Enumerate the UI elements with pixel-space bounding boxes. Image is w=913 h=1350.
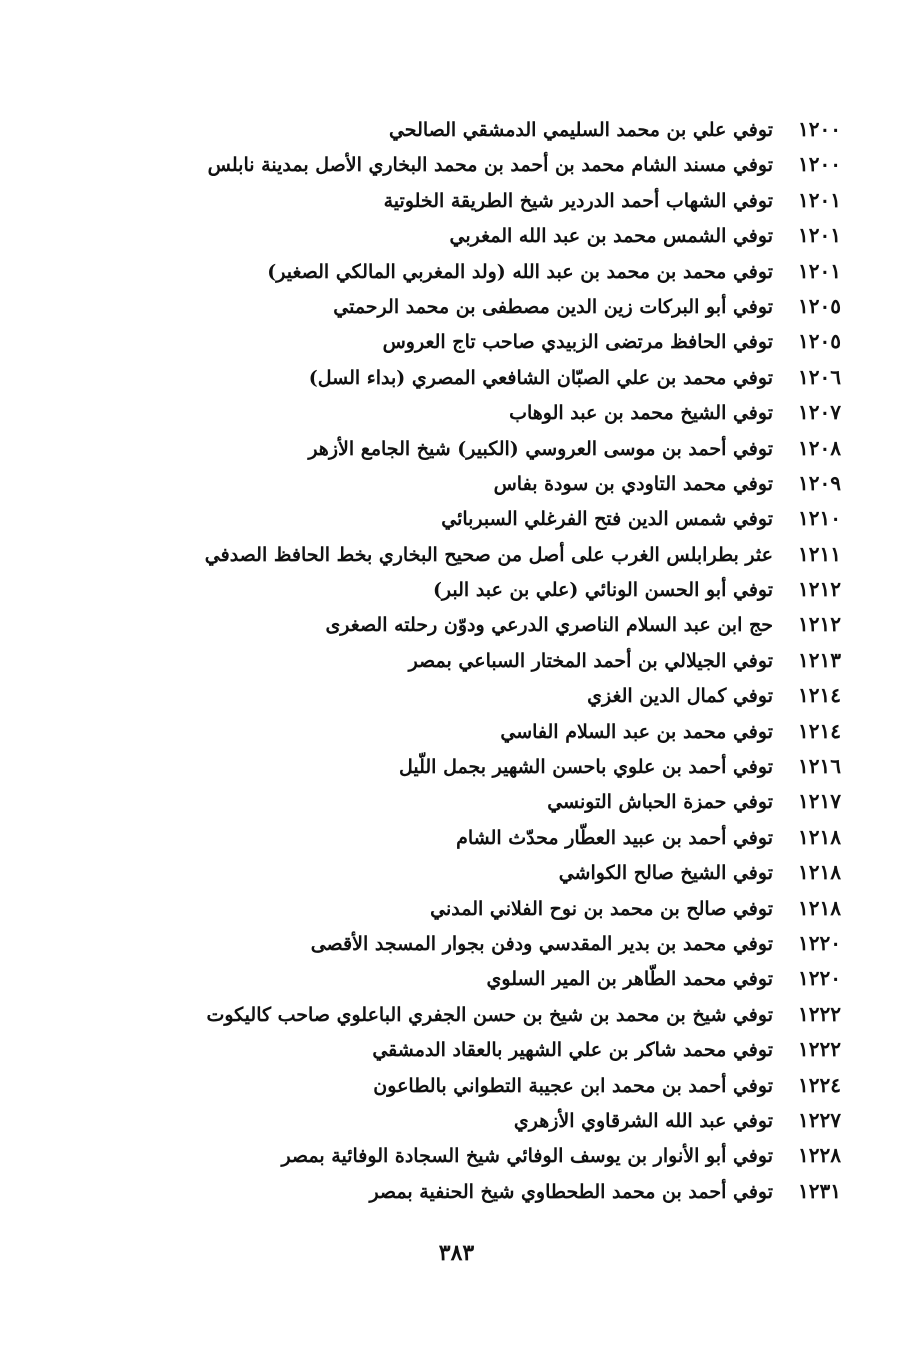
chronology-entry: [61, 572, 841, 607]
entry-text: حج ابن عبد السلام الناصري الدرعي ودوّن رحلته الصغرى: [325, 614, 773, 637]
entry-year: ١٢١٢: [798, 577, 841, 602]
entry-year: ١٢٠٨: [798, 435, 841, 460]
chronology-entry: [61, 714, 841, 749]
entry-text: توفي محمد شاكر بن علي الشهير بالعقاد الدمشقي: [372, 1039, 773, 1062]
chronology-entry: [61, 395, 841, 430]
chronology-entry: [61, 784, 841, 819]
entry-year: ١٢٠١: [798, 223, 841, 248]
entry-year: ١٢٠٥: [798, 329, 841, 354]
entry-text: توفي الشهاب أحمد الدردير شيخ الطريقة الخلوتية: [383, 189, 773, 212]
entry-text: توفي أحمد بن موسى العروسي (الكبير) شيخ الجامع الأزهر: [308, 437, 773, 460]
chronology-entry: [61, 183, 841, 218]
entry-year: ١٢٢٠: [798, 930, 841, 955]
chronology-entry: [61, 1103, 841, 1138]
entry-year: ١٢٠١: [798, 187, 841, 212]
entry-year: ١٢٠٧: [798, 400, 841, 425]
entry-text: توفي محمد الطّاهر بن المير السلوي: [486, 968, 773, 991]
chronology-entry: [61, 643, 841, 678]
entry-year: ١٢١٧: [798, 789, 841, 814]
entry-text: توفي محمد بن محمد بن عبد الله (ولد المغربي المالكي الصغير): [267, 260, 773, 283]
entry-text: توفي أحمد بن محمد الطحطاوي شيخ الحنفية بمصر: [369, 1180, 773, 1203]
entry-text: توفي محمد بن علي الصبّان الشافعي المصري (بداء السل): [308, 366, 773, 389]
entry-year: ١٢٠٦: [798, 364, 841, 389]
chronology-entry: [61, 891, 841, 926]
entry-text: توفي محمد بن عبد السلام الفاسي: [500, 720, 773, 743]
entry-year: ١٢٠٩: [798, 470, 841, 495]
chronology-list: [61, 112, 841, 1209]
chronology-entry: [61, 324, 841, 359]
entry-year: ١٢١٦: [798, 754, 841, 779]
entry-year: ١٢٠٥: [798, 293, 841, 318]
entry-text: توفي أبو الأنوار بن يوسف الوفائي شيخ السجادة الوفائية بمصر: [281, 1145, 773, 1168]
chronology-entry: [61, 254, 841, 289]
chronology-entry: [61, 820, 841, 855]
chronology-entry: [61, 926, 841, 961]
entry-text: توفي شمس الدين فتح الفرغلي السبربائي: [441, 508, 773, 531]
chronology-entry: [61, 218, 841, 253]
entry-text: توفي محمد بن بدير المقدسي ودفن بجوار المسجد الأقصى: [310, 932, 773, 955]
entry-text: توفي علي بن محمد السليمي الدمشقي الصالحي: [388, 119, 773, 141]
chronology-entry: [61, 997, 841, 1032]
entry-text: توفي الشمس محمد بن عبد الله المغربي: [449, 225, 773, 248]
chronology-entry: [61, 607, 841, 642]
chronology-entry: [61, 501, 841, 536]
entry-text: توفي الشيخ محمد بن عبد الوهاب: [509, 402, 773, 425]
entry-text: توفي أحمد بن علوي باحسن الشهير بجمل اللّيل: [398, 756, 773, 779]
chronology-entry: [61, 855, 841, 890]
entry-year: ١٢٢٧: [798, 1107, 841, 1132]
entry-year: ١٢١٢: [798, 612, 841, 637]
entry-text: توفي محمد التاودي بن سودة بفاس: [493, 472, 773, 495]
entry-text: توفي الحافظ مرتضى الزبيدي صاحب تاج العروس: [382, 331, 773, 354]
entry-text: توفي أبو البركات زين الدين مصطفى بن محمد الرحمتي: [333, 295, 773, 318]
entry-year: ١٢٢٢: [798, 1037, 841, 1062]
chronology-entry: [61, 749, 841, 784]
entry-text: توفي شيخ بن محمد بن شيخ بن حسن الجفري الباعلوي صاحب كاليكوت: [206, 1003, 773, 1026]
chronology-entry: [61, 1174, 841, 1209]
entry-text: توفي كمال الدين الغزي: [587, 685, 773, 708]
chronology-entry: [61, 466, 841, 501]
chronology-entry: [61, 1138, 841, 1173]
entry-year: ١٢٢٤: [798, 1072, 841, 1097]
entry-text: توفي الجيلالي بن أحمد المختار السباعي بمصر: [408, 649, 773, 672]
entry-year: ١٢١٤: [798, 718, 841, 743]
entry-year: ١٢٠١: [798, 258, 841, 283]
chronology-entry: [61, 961, 841, 996]
chronology-entry: [61, 678, 841, 713]
chronology-entry: [61, 289, 841, 324]
entry-text: توفي الشيخ صالح الكواشي: [558, 862, 773, 885]
chronology-entry: [61, 537, 841, 572]
entry-year: ١٢٠٠: [798, 152, 841, 177]
entry-text: توفي أحمد بن عبيد العطّار محدّث الشام: [456, 826, 773, 849]
entry-year: ١٢٢٨: [798, 1143, 841, 1168]
entry-year: ١٢٢٠: [798, 966, 841, 991]
chronology-entry: [61, 360, 841, 395]
chronology-entry: [61, 112, 841, 147]
entry-text: عثر بطرابلس الغرب على أصل من صحيح البخاري بخط الحافظ الصدفي: [204, 543, 773, 566]
entry-text: توفي عبد الله الشرقاوي الأزهري: [513, 1109, 773, 1132]
entry-year: ١٢٢٢: [798, 1001, 841, 1026]
entry-year: ١٢١٤: [798, 683, 841, 708]
entry-text: توفي أبو الحسن الونائي (علي بن عبد البر): [432, 579, 773, 602]
entry-text: توفي مسند الشام محمد بن أحمد بن محمد البخاري الأصل بمدينة نابلس: [207, 154, 773, 177]
entry-text: توفي صالح بن محمد بن نوح الفلاني المدني: [430, 897, 773, 920]
entry-year: ١٢١١: [798, 541, 841, 566]
entry-year: ١٢١٨: [798, 824, 841, 849]
entry-text: توفي حمزة الحباش التونسي: [547, 791, 773, 814]
chronology-entry: [61, 1032, 841, 1067]
chronology-entry: [61, 431, 841, 466]
entry-year: ١٢١٨: [798, 895, 841, 920]
entry-year: ١٢١٠: [798, 506, 841, 531]
entry-year: ١٢٠٠: [798, 117, 841, 141]
entry-year: ١٢١٨: [798, 860, 841, 885]
page-number: ٣٨٣: [438, 1240, 475, 1266]
entry-text: توفي أحمد بن محمد ابن عجيبة التطواني بالطاعون: [373, 1074, 773, 1097]
chronology-entry: [61, 1068, 841, 1103]
entry-year: ١٢٣١: [798, 1178, 841, 1203]
entry-year: ١٢١٣: [798, 647, 841, 672]
chronology-entry: [61, 147, 841, 182]
